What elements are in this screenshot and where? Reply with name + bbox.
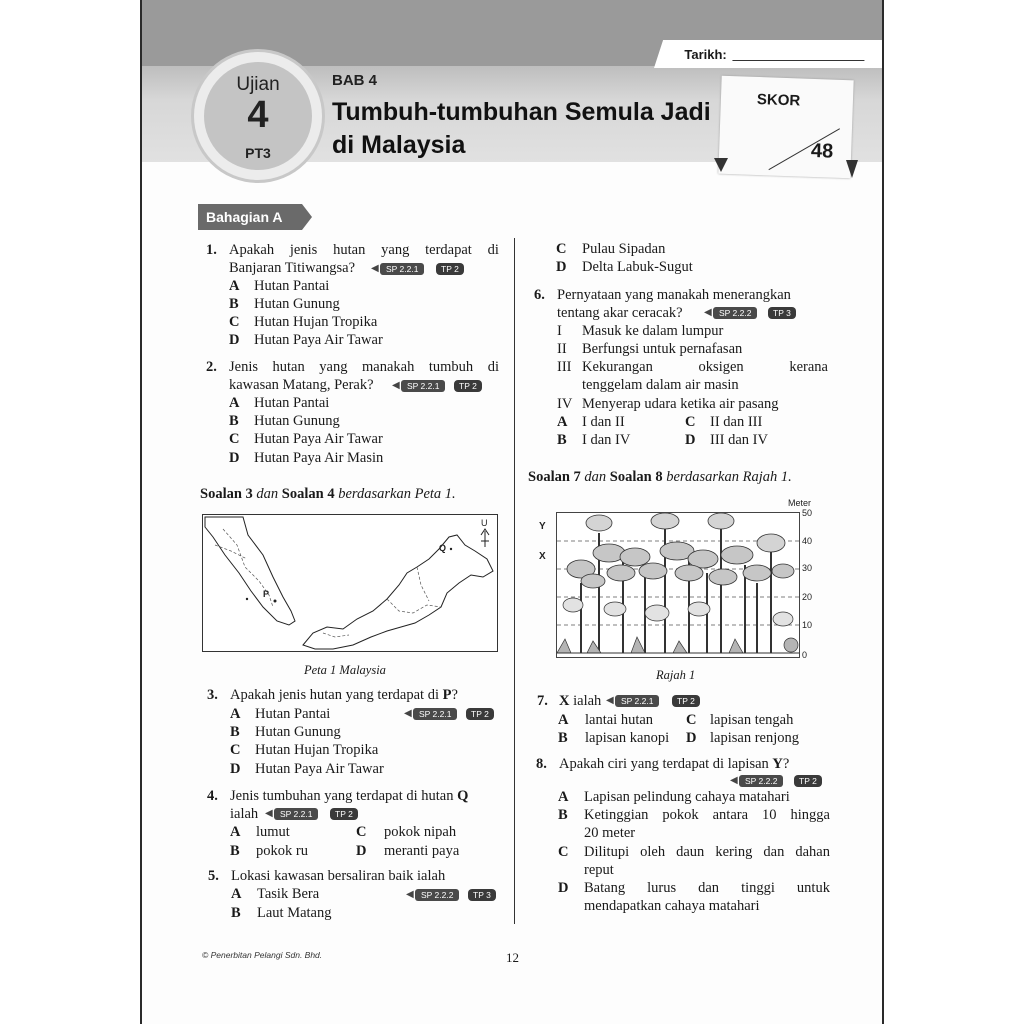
corner-mark-left [714, 158, 728, 172]
option-word: dan [763, 844, 785, 860]
option-key: C [686, 712, 697, 728]
rajah-tick: 30 [802, 563, 813, 573]
intro-dan: dan [580, 469, 610, 485]
q3-text-bold: P [442, 687, 452, 703]
q7-text-bold: X [559, 693, 570, 709]
option-text: Hutan Gunung [254, 296, 340, 312]
tp-tag: TP 2 [672, 695, 700, 707]
option-key: B [558, 730, 568, 746]
option-word: tinggi [741, 880, 775, 896]
q5-text: Lokasi kawasan bersaliran baik ialah [231, 868, 446, 884]
option-word: lurus [647, 880, 677, 896]
option-word: untuk [796, 880, 830, 896]
score-card [718, 76, 853, 179]
q5-number: 5. [208, 868, 219, 884]
option-text: Lapisan pelindung cahaya matahari [584, 789, 790, 805]
forest-drawing [557, 513, 799, 657]
statement-word: oksigen [698, 359, 744, 375]
option-key: A [229, 395, 240, 411]
q2-number: 2. [206, 359, 217, 375]
ujian-badge-inner [204, 62, 312, 170]
q1-word: terdapat [425, 242, 472, 258]
option-text: II dan III [710, 414, 763, 430]
intro-s2: Soalan 8 [609, 469, 663, 485]
option-text: lapisan renjong [710, 730, 799, 746]
q1-word: Apakah [229, 242, 275, 258]
option-key: A [558, 789, 569, 805]
option-text-cont: 20 meter [584, 825, 636, 841]
option-text: Hutan Paya Air Tawar [254, 431, 383, 447]
q8-text-bold: Y [772, 756, 783, 772]
statement-key: II [557, 341, 567, 357]
sp-tag: SP 2.2.2 [415, 889, 459, 901]
sp-tag: SP 2.2.1 [380, 263, 424, 275]
option-text: Hutan Hujan Tropika [255, 742, 379, 758]
option-key: B [558, 807, 568, 823]
q6-number: 6. [534, 287, 545, 303]
q2-word: manakah [362, 359, 415, 375]
tag-arrow-icon: ◀ [730, 775, 738, 786]
option-text: Hutan Paya Air Tawar [254, 332, 383, 348]
score-total: 48 [810, 139, 834, 163]
rajah-caption: Rajah 1 [656, 668, 696, 682]
page-number: 12 [506, 950, 519, 965]
option-text: lapisan kanopi [585, 730, 670, 746]
option-key: D [556, 259, 567, 275]
q3-text [230, 686, 458, 704]
q8-text-pre: Apakah ciri yang terdapat di lapisan [559, 756, 773, 772]
tag-arrow-icon: ◀ [265, 808, 273, 819]
section-label: Bahagian A [198, 204, 302, 230]
rajah-tick: 50 [802, 508, 813, 518]
option-text: Hutan Paya Air Tawar [255, 761, 384, 777]
option-word: hingga [790, 807, 830, 823]
option-key: C [230, 742, 241, 758]
malaysia-map [202, 514, 498, 652]
option-text: lantai hutan [585, 712, 654, 728]
q2-word: tumbuh [428, 359, 474, 375]
option-key: B [229, 296, 239, 312]
q3-text-post: ? [451, 687, 458, 703]
option-text [584, 806, 830, 824]
map-drawing [203, 515, 497, 651]
option-key: A [229, 278, 240, 294]
option-word: dan [698, 880, 720, 896]
intro-dan: dan [252, 486, 282, 502]
rajah-tick: 20 [802, 592, 813, 602]
tp-tag: TP 2 [454, 380, 482, 392]
tag-arrow-icon: ◀ [704, 307, 712, 318]
q7-text [559, 692, 601, 710]
copyright-text: © Penerbitan Pelangi Sdn. Bhd. [202, 950, 323, 960]
tp-tag: TP 3 [768, 307, 796, 319]
map-label-p: P [263, 589, 270, 599]
tp-tag: TP 2 [794, 775, 822, 787]
intro-q3-q4 [200, 485, 456, 503]
north-label: U [481, 518, 488, 528]
statement-key: III [557, 359, 572, 375]
q4-line1-bold: Q [457, 788, 469, 804]
sp-tag: SP 2.2.2 [713, 307, 757, 319]
option-key: A [230, 824, 241, 840]
statement-key: IV [557, 396, 573, 412]
option-text: lapisan tengah [710, 712, 794, 728]
option-text [584, 843, 830, 861]
option-text-cont: reput [584, 862, 614, 878]
option-text: I dan IV [582, 432, 631, 448]
option-word: daun [676, 844, 705, 860]
option-text: meranti paya [384, 843, 460, 859]
option-key: D [229, 450, 240, 466]
q1-word: hutan [333, 242, 366, 258]
column-divider [514, 238, 515, 924]
statement-text: Masuk ke dalam lumpur [582, 323, 724, 339]
option-key: C [558, 844, 569, 860]
option-key: B [229, 413, 239, 429]
option-text: Hutan Gunung [255, 724, 341, 740]
option-text: pokok ru [256, 843, 308, 859]
corner-mark-right [846, 160, 858, 178]
option-text: Delta Labuk-Sugut [582, 259, 693, 275]
statement-word: Kekurangan [582, 359, 653, 375]
option-key: D [686, 730, 697, 746]
worksheet-page [140, 0, 884, 1024]
option-word: 10 [762, 807, 777, 823]
q1-word: yang [381, 242, 410, 258]
option-key: D [356, 843, 367, 859]
option-key: D [229, 332, 240, 348]
q2-word: yang [319, 359, 348, 375]
option-text: pokok nipah [384, 824, 457, 840]
tag-arrow-icon: ◀ [606, 695, 614, 706]
rajah-tick: 0 [802, 650, 808, 660]
option-key: C [685, 414, 696, 430]
option-text [584, 879, 830, 897]
option-key: B [557, 432, 567, 448]
date-line [732, 60, 864, 61]
q7-number: 7. [537, 693, 548, 709]
option-key: A [231, 886, 242, 902]
rajah-unit: Meter [788, 498, 812, 508]
q4-line1 [230, 787, 468, 805]
q4-line2: ialah [230, 806, 259, 822]
intro-s1: Soalan 7 [528, 469, 581, 485]
tag-arrow-icon: ◀ [406, 889, 414, 900]
option-word: kering [715, 844, 753, 860]
option-key: A [230, 706, 241, 722]
q8-text [559, 755, 789, 773]
intro-s1: Soalan 3 [200, 486, 253, 502]
intro-rest: berdasarkan Rajah 1. [662, 469, 792, 485]
q2-line1 [229, 358, 499, 376]
tp-tag: TP 2 [466, 708, 494, 720]
option-text: Hutan Pantai [255, 706, 331, 722]
tag-arrow-icon: ◀ [371, 263, 379, 274]
date-field [654, 40, 884, 68]
option-text: Hutan Pantai [254, 395, 330, 411]
chapter-label: BAB 4 [332, 72, 378, 89]
option-key: C [356, 824, 367, 840]
q8-number: 8. [536, 756, 547, 772]
page-title [332, 96, 711, 162]
option-word: Ketinggian [584, 807, 649, 823]
map-label-q: Q [439, 543, 447, 553]
rajah-tick: 10 [802, 620, 813, 630]
option-text: Tasik Bera [257, 886, 320, 902]
option-key: D [685, 432, 696, 448]
option-text: Laut Matang [257, 905, 332, 921]
option-text: Hutan Pantai [254, 278, 330, 294]
rajah-y-label: Y [539, 521, 546, 532]
option-word: antara [712, 807, 749, 823]
q2-word: Jenis [229, 359, 258, 375]
statement-key: I [557, 323, 562, 339]
option-word: Dilitupi [584, 844, 630, 860]
forest-layer-diagram [556, 512, 800, 658]
q2-word: di [487, 359, 499, 375]
q6-line2: tentang akar ceracak? [557, 305, 683, 321]
q1-number: 1. [206, 242, 217, 258]
sp-tag: SP 2.2.1 [401, 380, 445, 392]
statement-text: Menyerap udara ketika air pasang [582, 396, 779, 412]
option-key: B [231, 905, 241, 921]
map-caption: Peta 1 Malaysia [304, 663, 386, 677]
ujian-number: 4 [247, 94, 269, 136]
option-key: D [230, 761, 241, 777]
option-key: D [558, 880, 569, 896]
title-line-1: Tumbuh-tumbuhan Semula Jadi [332, 98, 711, 126]
q1-line2: Banjaran Titiwangsa? [229, 260, 356, 276]
ujian-label: Ujian [236, 74, 280, 95]
q2-line2: kawasan Matang, Perak? [229, 377, 374, 393]
q7-text-rest: ialah [569, 693, 602, 709]
title-line-2: di Malaysia [332, 131, 466, 159]
option-text: Hutan Gunung [254, 413, 340, 429]
q3-text-pre: Apakah jenis hutan yang terdapat di [230, 687, 443, 703]
option-word: oleh [640, 844, 666, 860]
q2-word: hutan [272, 359, 305, 375]
sp-tag: SP 2.2.1 [274, 808, 318, 820]
option-text: Hutan Paya Air Masin [254, 450, 384, 466]
tag-arrow-icon: ◀ [404, 708, 412, 719]
option-key: C [229, 314, 240, 330]
rajah-x-label: X [539, 551, 546, 562]
option-text-cont: mendapatkan cahaya matahari [584, 898, 760, 914]
tag-arrow-icon: ◀ [392, 380, 400, 391]
q4-number: 4. [207, 788, 218, 804]
statement-text-cont: tenggelam dalam air masin [582, 377, 739, 393]
q1-line1 [229, 241, 499, 259]
intro-q7-q8 [528, 468, 792, 486]
option-key: A [558, 712, 569, 728]
tp-tag: TP 2 [330, 808, 358, 820]
option-text: lumut [256, 824, 290, 840]
statement-text: Berfungsi untuk pernafasan [582, 341, 743, 357]
tp-tag: TP 2 [436, 263, 464, 275]
date-label: Tarikh: [684, 47, 727, 62]
q8-text-post: ? [782, 756, 790, 772]
tp-tag: TP 3 [468, 889, 496, 901]
statement-word: kerana [789, 359, 828, 375]
option-text: Hutan Hujan Tropika [254, 314, 378, 330]
option-word: dahan [795, 844, 830, 860]
score-label: SKOR [756, 90, 801, 110]
option-key: A [557, 414, 568, 430]
q1-word: jenis [289, 242, 318, 258]
option-key: C [556, 241, 567, 257]
sp-tag: SP 2.2.1 [615, 695, 659, 707]
q6-line1: Pernyataan yang manakah menerangkan [557, 287, 791, 303]
intro-s2: Soalan 4 [281, 486, 335, 502]
q4-line1-pre: Jenis tumbuhan yang terdapat di hutan [230, 788, 458, 804]
q3-number: 3. [207, 687, 218, 703]
statement-text [582, 358, 828, 376]
q1-word: di [487, 242, 499, 258]
option-key: B [230, 724, 240, 740]
pt3-label: PT3 [245, 145, 271, 161]
option-key: B [230, 843, 240, 859]
intro-rest: berdasarkan Peta 1. [334, 486, 456, 502]
option-word: pokok [662, 807, 699, 823]
option-text: I dan II [582, 414, 625, 430]
option-key: C [229, 431, 240, 447]
rajah-tick: 40 [802, 536, 813, 546]
option-text: III dan IV [710, 432, 768, 448]
sp-tag: SP 2.2.2 [739, 775, 783, 787]
sp-tag: SP 2.2.1 [413, 708, 457, 720]
option-text: Pulau Sipadan [582, 241, 666, 257]
option-word: Batang [584, 880, 626, 896]
